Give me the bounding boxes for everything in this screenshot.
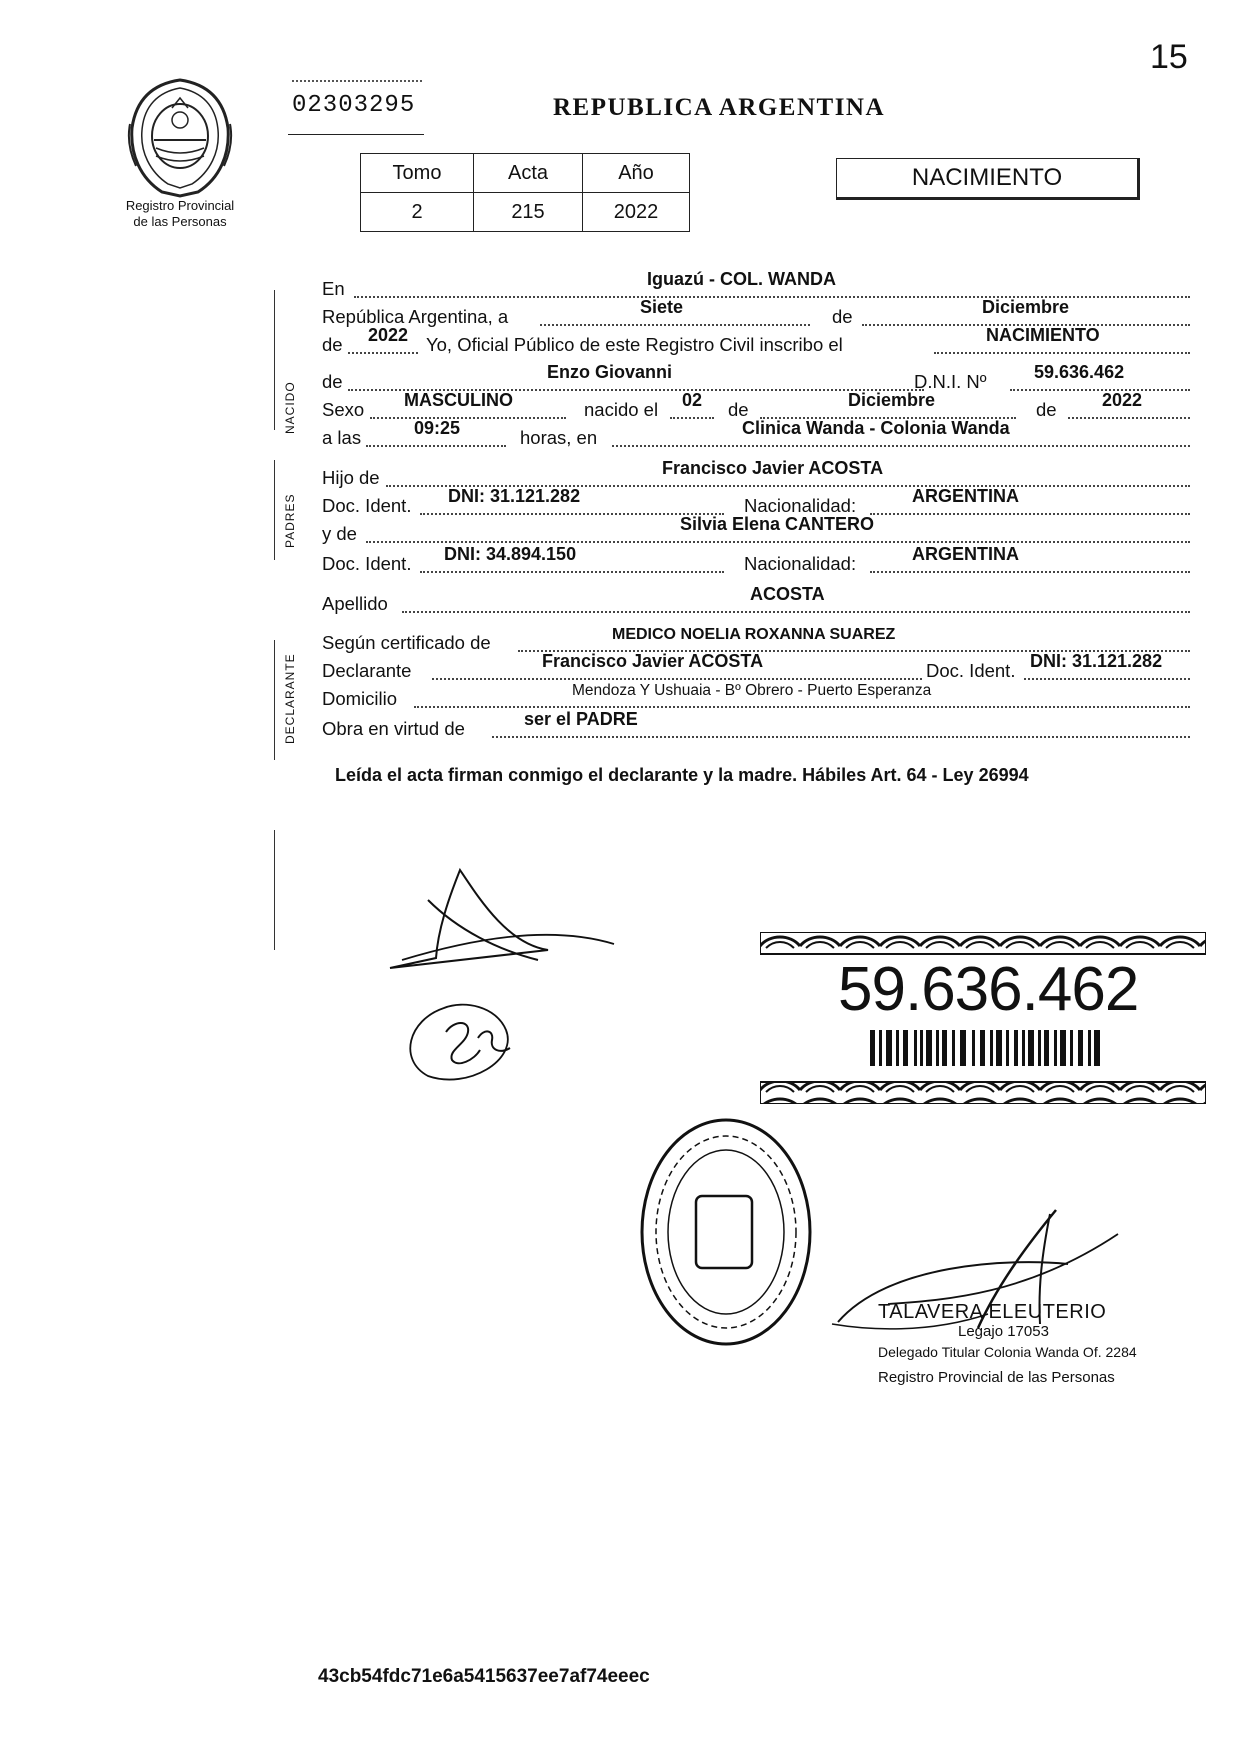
record-table-value-row <box>361 193 690 232</box>
declarante-value: Francisco Javier ACOSTA <box>542 651 764 671</box>
left-margin-rule <box>274 290 275 430</box>
lugar-value: Iguazú - COL. WANDA <box>647 269 836 289</box>
certificado-value: MEDICO NOELIA ROXANNA SUAREZ <box>612 626 896 643</box>
lugar-nacimiento-value: Clinica Wanda - Colonia Wanda <box>742 418 1010 438</box>
form-line-sexo <box>322 391 1192 421</box>
left-margin-rule <box>274 460 275 560</box>
declarante-label: Declarante <box>322 660 412 681</box>
oficial-text: Yo, Oficial Público de este Registro Civil inscribo el <box>426 334 843 355</box>
certificado-label: Según certificado de <box>322 632 491 653</box>
domicilio-value: Mendoza Y Ushuaia - Bº Obrero - Puerto Esperanza <box>572 682 932 699</box>
hora-value: 09:25 <box>414 418 461 438</box>
tomo-value: 2 <box>361 193 474 232</box>
serial-dots <box>292 80 422 82</box>
provincial-seal-icon <box>122 74 238 198</box>
left-margin-rule <box>274 830 275 950</box>
doc-ident-label: Doc. Ident. <box>322 495 412 516</box>
madre-doc-value: DNI: 34.894.150 <box>444 544 577 564</box>
apellido-label: Apellido <box>322 593 388 614</box>
form-line-apellido <box>322 585 1192 615</box>
dotted-rule <box>402 611 1190 613</box>
sexo-label: Sexo <box>322 399 365 420</box>
horas-en-label: horas, en <box>520 427 598 448</box>
de-label: de <box>728 399 749 420</box>
nacido-de-label: de <box>322 371 343 392</box>
mes-value: Diciembre <box>982 297 1070 317</box>
nacionalidad-label: Nacionalidad: <box>744 553 857 574</box>
nacimiento-dia-value: 02 <box>682 390 703 410</box>
republica-label: República Argentina, a <box>322 306 509 327</box>
padre-value: Francisco Javier ACOSTA <box>662 458 884 478</box>
form-line-declarante <box>322 652 1192 682</box>
dotted-rule <box>366 541 1190 543</box>
official-legajo: Legajo 17053 <box>958 1323 1049 1340</box>
dotted-rule <box>492 736 1190 738</box>
form-line-certificado <box>322 624 1192 654</box>
dotted-rule <box>420 571 724 573</box>
nombre-value: Enzo Giovanni <box>547 362 673 382</box>
document-hash: 43cb54fdc71e6a5415637ee7af74eeec <box>318 1666 650 1687</box>
form-line-lugar <box>322 270 1192 300</box>
hijo-de-label: Hijo de <box>322 467 380 488</box>
official-stamp-text <box>878 1302 1137 1388</box>
sexo-value: MASCULINO <box>404 390 513 410</box>
de-label: de <box>1036 399 1057 420</box>
form-line-padre-doc <box>322 487 1192 517</box>
record-table <box>360 153 690 232</box>
anio-header: Año <box>583 154 690 193</box>
dotted-rule <box>348 352 418 354</box>
form-line-fecha <box>322 298 1192 328</box>
acta-header: Acta <box>474 154 583 193</box>
record-type-box: NACIMIENTO <box>836 158 1140 200</box>
madre-value: Silvia Elena CANTERO <box>680 514 875 534</box>
de-label: de <box>322 334 343 355</box>
dni-sticker-number: 59.636.462 <box>838 955 1139 1024</box>
en-label: En <box>322 278 345 299</box>
doc-ident-label: Doc. Ident. <box>926 660 1016 681</box>
registry-label: Registro Provincial de las Personas <box>125 198 235 229</box>
dotted-rule <box>934 352 1190 354</box>
declarante-doc-value: DNI: 31.121.282 <box>1030 651 1163 671</box>
apellido-value: ACOSTA <box>750 584 825 604</box>
a-las-label: a las <box>322 427 362 448</box>
record-table-header-row <box>361 154 690 193</box>
left-margin-rule <box>274 640 275 760</box>
dni-label: D.N.I. Nº <box>914 371 987 392</box>
nacionalidad-label: Nacionalidad: <box>744 495 857 516</box>
form-line-madre <box>322 515 1192 545</box>
nacimiento-anio-value: 2022 <box>1102 390 1143 410</box>
form-line-hora <box>322 419 1192 449</box>
official-name: TALAVERA ELEUTERIO <box>878 1301 1107 1323</box>
dia-value: Siete <box>640 297 684 317</box>
document-title: REPUBLICA ARGENTINA <box>553 94 886 121</box>
serial-underline <box>288 134 424 135</box>
y-de-label: y de <box>322 523 357 544</box>
closing-statement: Leída el acta firman conmigo el declarante y la madre. Hábiles Art. 64 - Ley 26994 <box>335 765 1029 785</box>
doc-ident-label: Doc. Ident. <box>322 553 412 574</box>
acta-value: 215 <box>474 193 583 232</box>
nacido-el-label: nacido el <box>584 399 659 420</box>
dotted-rule <box>414 706 1190 708</box>
form-line-madre-doc <box>322 545 1192 575</box>
dni-value: 59.636.462 <box>1034 362 1125 382</box>
side-label-nacido: NACIDO <box>283 381 297 434</box>
padre-nacionalidad-value: ARGENTINA <box>912 486 1019 506</box>
obra-value: ser el PADRE <box>524 709 638 729</box>
anio-value: 2022 <box>583 193 690 232</box>
dotted-rule <box>870 571 1190 573</box>
obra-label: Obra en virtud de <box>322 718 465 739</box>
madre-nacionalidad-value: ARGENTINA <box>912 544 1019 564</box>
anio-value: 2022 <box>368 325 409 345</box>
dotted-rule <box>612 445 1190 447</box>
page-number: 15 <box>1150 38 1188 76</box>
form-line-domicilio <box>322 680 1192 710</box>
tipo-value: NACIMIENTO <box>986 325 1100 345</box>
form-line-inscripcion <box>322 326 1192 356</box>
form-line-obra <box>322 710 1192 740</box>
domicilio-label: Domicilio <box>322 688 398 709</box>
official-position: Delegado Titular Colonia Wanda Of. 2284 <box>878 1344 1137 1360</box>
round-official-stamp-icon <box>636 1112 816 1352</box>
side-label-padres: PADRES <box>283 493 297 548</box>
side-label-declarante: DECLARANTE <box>283 653 297 744</box>
official-registry: Registro Provincial de las Personas <box>878 1369 1115 1386</box>
padre-doc-value: DNI: 31.121.282 <box>448 486 581 506</box>
de-label: de <box>832 306 853 327</box>
dotted-rule <box>366 445 506 447</box>
signature-declarante-icon <box>388 860 628 1090</box>
tomo-header: Tomo <box>361 154 474 193</box>
nacimiento-mes-value: Diciembre <box>848 390 936 410</box>
serial-number: 02303295 <box>292 92 416 119</box>
form-line-nombre <box>322 363 1192 393</box>
form-line-padre <box>322 459 1192 489</box>
